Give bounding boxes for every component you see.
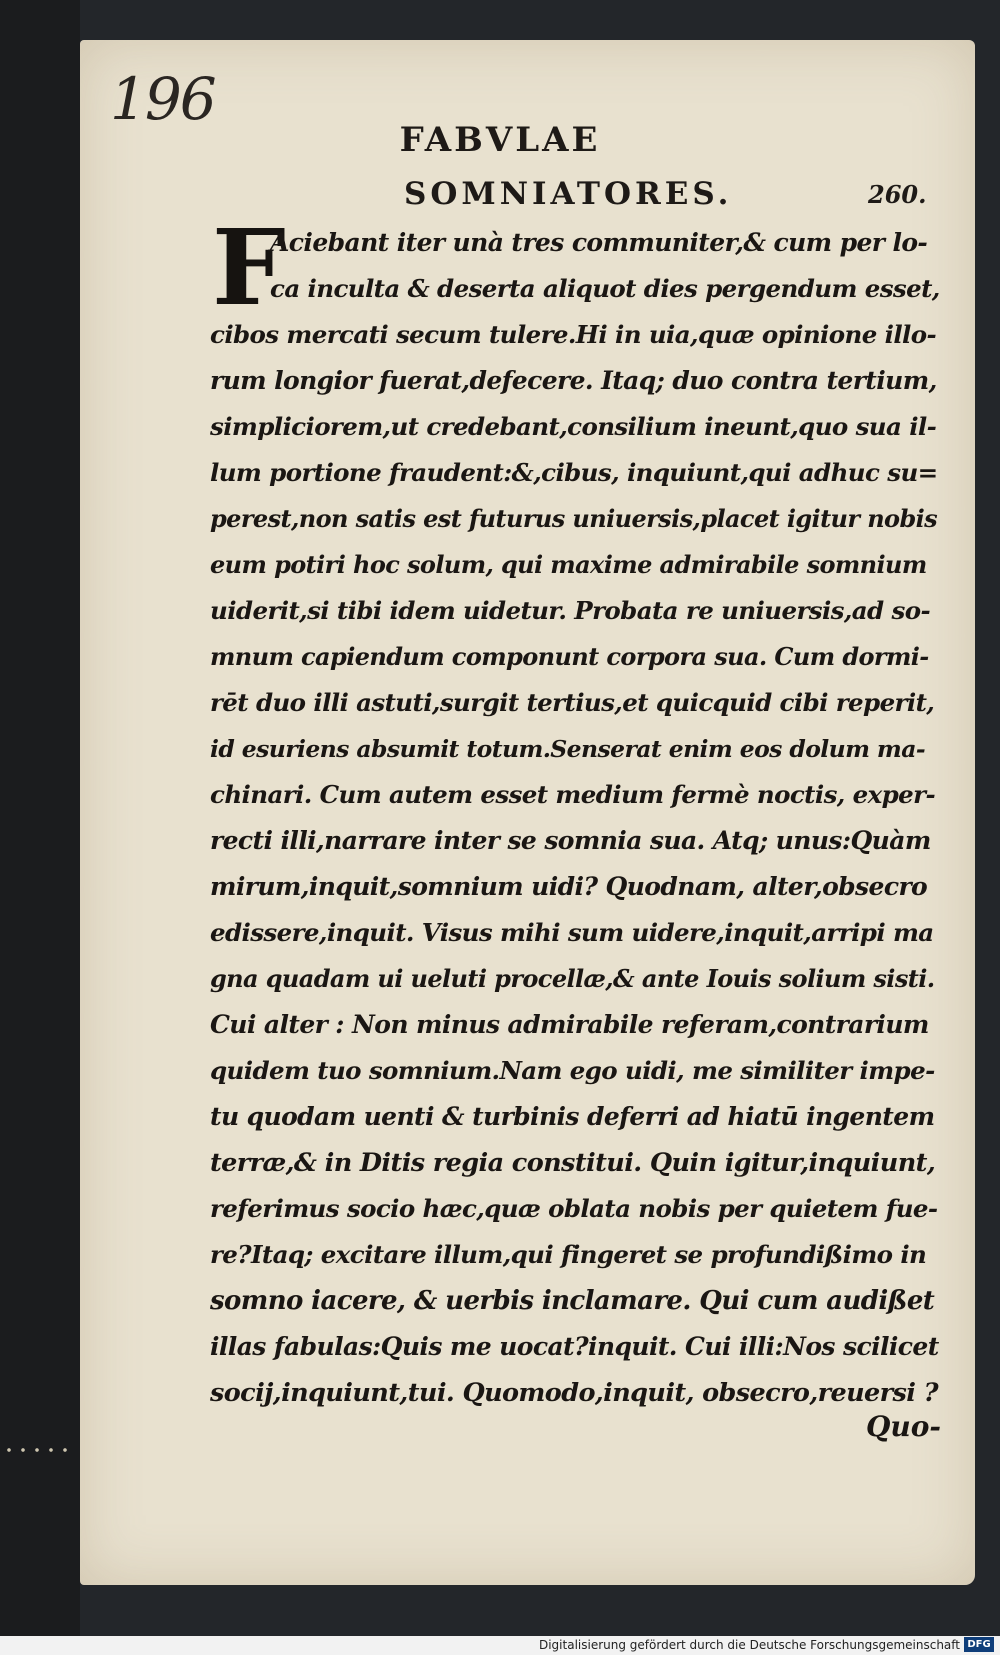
text-line: lum portione fraudent:&,cibus, inquiunt,qui adhuc su=: [210, 458, 938, 487]
text-line: mnum capiendum componunt corpora sua. Cum dormi-: [210, 642, 929, 671]
drop-initial: F: [212, 206, 286, 329]
text-line: recti illi,narrare inter se somnia sua. Atq; unus:Quàm: [210, 826, 931, 855]
text-line: Aciebant iter unà tres communiter,& cum per lo-: [270, 228, 928, 257]
section-title: SOMNIATORES.: [404, 176, 733, 212]
text-line: id esuriens absumit totum.Senserat enim eos dolum ma-: [210, 735, 925, 763]
text-line: perest,non satis est futurus uniuersis,placet igitur nobis: [210, 504, 938, 533]
text-line: uiderit,si tibi idem uidetur. Probata re uniuersis,ad so-: [210, 596, 931, 625]
text-line: edissere,inquit. Visus mihi sum uidere,inquit,arripi ma: [210, 918, 934, 947]
text-line: rum longior fuerat,defecere. Itaq; duo contra tertium,: [210, 366, 937, 395]
text-line: socij,inquiunt,tui. Quomodo,inquit, obsecro,reuersi ?: [210, 1378, 938, 1408]
text-line: ca inculta & deserta aliquot dies pergendum esset,: [270, 274, 940, 303]
text-line: rēt duo illi astuti,surgit tertius,et quicquid cibi reperit,: [210, 688, 935, 717]
text-line: mirum,inquit,somnium uidi? Quodnam, alter,obsecro: [210, 872, 928, 901]
text-line: somno iacere, & uerbis inclamare. Qui cum audißet: [210, 1286, 935, 1316]
catchword: Quo-: [866, 1410, 942, 1443]
text-line: cibos mercati secum tulere.Hi in uia,quæ opinione illo-: [210, 320, 937, 349]
text-line: Cui alter : Non minus admirabile referam,contrarium: [210, 1010, 929, 1039]
text-line: gna quadam ui ueluti procellæ,& ante Iouis solium sisti.: [210, 964, 935, 993]
text-line: tu quodam uenti & turbinis deferri ad hiatū ingentem: [210, 1102, 935, 1131]
folio-number: 260.: [868, 180, 927, 209]
book-edge-dots: [2, 1440, 72, 1460]
text-line: eum potiri hoc solum, qui maxime admirabile somnium: [210, 550, 927, 579]
text-line: re?Itaq; excitare illum,qui fingeret se profundißimo in: [210, 1240, 927, 1269]
text-line: illas fabulas:Quis me uocat?inquit. Cui illi:Nos scilicet: [210, 1332, 939, 1361]
page-number: 196: [110, 65, 215, 133]
dfg-logo: DFG: [964, 1637, 994, 1652]
funding-note: Digitalisierung gefördert durch die Deutsche Forschungsgemeinschaft: [538, 1638, 960, 1652]
book-edge-left: [0, 0, 80, 1655]
text-line: terræ,& in Ditis regia constitui. Quin igitur,inquiunt,: [210, 1148, 936, 1178]
running-title: FABVLAE: [399, 120, 601, 160]
text-line: quidem tuo somnium.Nam ego uidi, me similiter impe-: [210, 1056, 935, 1085]
text-line: chinari. Cum autem esset medium fermè noctis, exper-: [210, 780, 936, 809]
text-line: simpliciorem,ut credebant,consilium ineunt,quo sua il-: [210, 412, 937, 441]
text-line: referimus socio hæc,quæ oblata nobis per quietem fue-: [210, 1194, 938, 1223]
